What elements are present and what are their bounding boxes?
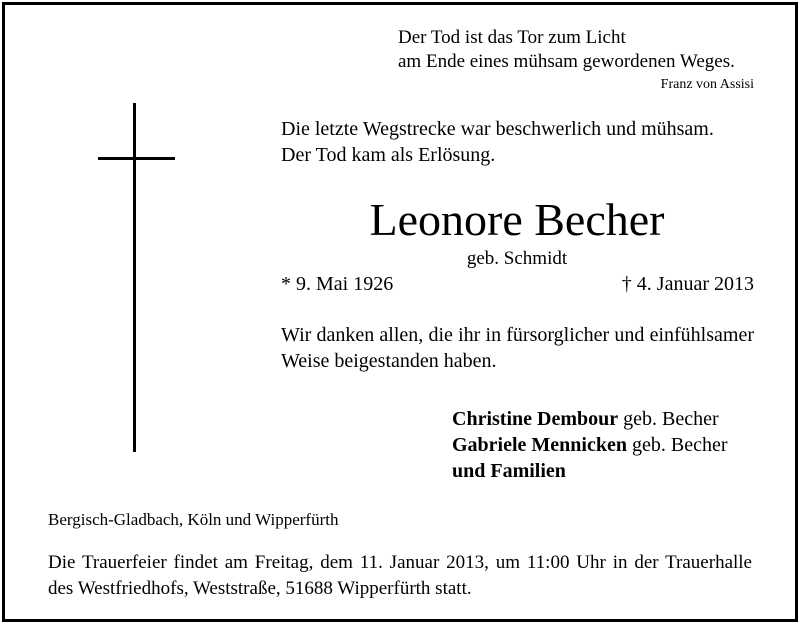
quote-line-2: am Ende eines mühsam gewordenen Weges. bbox=[398, 51, 735, 72]
quote-line-1: Der Tod ist das Tor zum Licht bbox=[398, 27, 626, 48]
death-date: † 4. Januar 2013 bbox=[621, 273, 754, 295]
deceased-name: Leonore Becher bbox=[369, 194, 665, 245]
birth-date: * 9. Mai 1926 bbox=[281, 273, 394, 295]
thanks-text: Wir danken allen, die ihr in fürsorglicher und einfühlsamer Weise beigestanden haben. bbox=[281, 324, 754, 372]
intro-line-1: Die letzte Wegstrecke war beschwerlich und mühsam. bbox=[281, 118, 714, 140]
quote-author: Franz von Assisi bbox=[660, 77, 754, 92]
signature-line-3 bbox=[452, 458, 566, 484]
cross-horizontal-bar bbox=[98, 157, 175, 160]
cross-vertical-bar bbox=[133, 103, 136, 452]
signature-name: Christine Dembour bbox=[452, 408, 619, 430]
funeral-notice: Die Trauerfeier findet am Freitag, dem 11. Januar 2013, um 11:00 Uhr in der Trauerhalle des Westfriedhofs, Weststraße, 51688 Wipperfürth statt. bbox=[48, 552, 752, 599]
signature-line-2 bbox=[452, 432, 728, 458]
signature-suffix: geb. Becher bbox=[618, 408, 719, 430]
signature-name: Gabriele Mennicken bbox=[452, 434, 627, 456]
signature-line-1 bbox=[452, 406, 719, 432]
intro-line-2: Der Tod kam als Erlösung. bbox=[281, 144, 496, 166]
place-line: Bergisch-Gladbach, Köln und Wipperfürth bbox=[48, 510, 339, 529]
birth-name: geb. Schmidt bbox=[466, 248, 568, 269]
signature-name: und Familien bbox=[452, 460, 566, 482]
signature-suffix: geb. Becher bbox=[626, 434, 728, 456]
